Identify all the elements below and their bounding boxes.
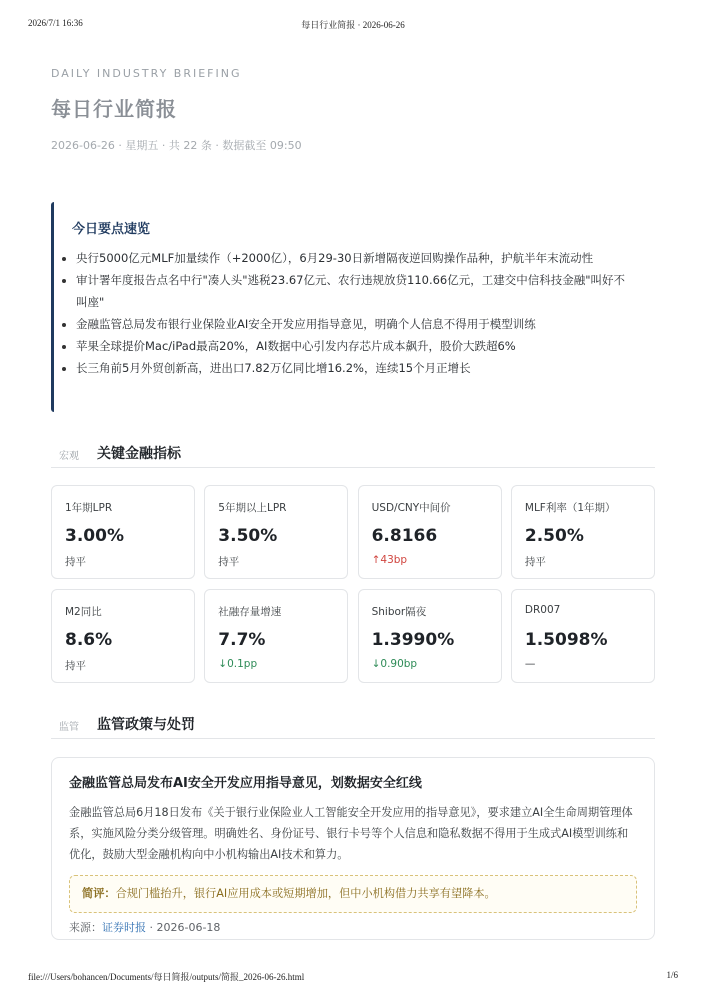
print-page-title: 每日行业简报 · 2026-06-26 bbox=[301, 20, 405, 30]
indicator-card bbox=[358, 589, 502, 683]
indicator-value: 1.5098% bbox=[524, 630, 608, 650]
indicator-value: 3.50% bbox=[218, 526, 278, 546]
indicator-change: 持平 bbox=[65, 660, 86, 672]
page-title: 每日行业简报 bbox=[51, 97, 177, 121]
summary-item: 央行5000亿元MLF加量续作（+2000亿），6月29-30日新增隔夜逆回购操作品种，护航半年末流动性 bbox=[76, 247, 631, 269]
indicator-change: — bbox=[524, 658, 536, 670]
indicator-label: 5年期以上LPR bbox=[218, 502, 287, 514]
eyebrow-label: DAILY INDUSTRY BRIEFING bbox=[51, 67, 242, 80]
summary-item: 金融监管总局发布银行业保险业AI安全开发应用指导意见，明确个人信息不得用于模型训练 bbox=[76, 313, 631, 335]
indicator-card bbox=[204, 589, 348, 683]
news-title: 金融监管总局发布AI安全开发应用指导意见，划数据安全红线 bbox=[69, 776, 422, 791]
bullet-icon bbox=[62, 279, 66, 283]
indicator-change: ↑43bp bbox=[371, 554, 408, 566]
source-date: · 2026-06-18 bbox=[146, 921, 221, 934]
indicator-grid bbox=[51, 485, 655, 683]
print-page-number: 1/6 bbox=[666, 970, 678, 980]
section-header-macro bbox=[51, 437, 655, 468]
indicator-label: MLF利率（1年期） bbox=[524, 502, 616, 514]
indicator-value: 3.00% bbox=[65, 526, 124, 546]
indicator-label: 社融存量增速 bbox=[218, 606, 282, 618]
bullet-icon bbox=[62, 323, 66, 327]
indicator-change: 持平 bbox=[218, 556, 240, 568]
news-source bbox=[69, 919, 637, 935]
indicator-label: M2同比 bbox=[65, 606, 102, 618]
indicator-card bbox=[51, 589, 195, 683]
summary-item: 长三角前5月外贸创新高，进出口7.82万亿同比增16.2%，连续15个月正增长 bbox=[76, 357, 631, 379]
section-title: 监管政策与处罚 bbox=[97, 717, 195, 733]
section-tag: 监管 bbox=[59, 722, 79, 733]
indicator-label: Shibor隔夜 bbox=[371, 606, 427, 618]
bullet-icon bbox=[62, 257, 66, 261]
news-body: 金融监管总局6月18日发布《关于银行业保险业人工智能安全开发应用的指导意见》，要求建立AI全生命周期管理体系，实施风险分类分级管理。明确姓名、身份证号、银行卡号等个人信息和隐私数据不得用于生成式AI模型训练和优化，鼓励大型金融机构向中小机构输出AI技术和算力。 bbox=[69, 806, 633, 861]
comment-label: 简评： bbox=[82, 887, 116, 900]
source-link[interactable]: 证券时报 bbox=[102, 921, 146, 934]
indicator-card bbox=[511, 485, 655, 579]
indicator-change: ↓0.90bp bbox=[371, 658, 418, 670]
print-file-path: file:///Users/bohancen/Documents/每日简报/outputs/简报_2026-06-26.html bbox=[28, 972, 305, 982]
indicator-value: 8.6% bbox=[65, 630, 113, 650]
indicator-value: 7.7% bbox=[218, 630, 266, 650]
bullet-icon bbox=[62, 367, 66, 371]
summary-box bbox=[51, 202, 651, 412]
indicator-change: 持平 bbox=[524, 556, 546, 568]
print-footer bbox=[28, 970, 678, 984]
section-title: 关键金融指标 bbox=[97, 446, 181, 462]
print-datetime: 2026/7/1 16:36 bbox=[28, 18, 83, 28]
indicator-value: 6.8166 bbox=[371, 526, 438, 546]
indicator-value: 2.50% bbox=[524, 526, 584, 546]
indicator-card bbox=[358, 485, 502, 579]
source-label: 来源： bbox=[69, 921, 102, 934]
indicator-card bbox=[511, 589, 655, 683]
summary-item: 苹果全球提价Mac/iPad最高20%，AI数据中心引发内存芯片成本飙升，股价大跌超6% bbox=[76, 335, 631, 357]
bullet-icon bbox=[62, 345, 66, 349]
indicator-card bbox=[204, 485, 348, 579]
comment-text: 合规门槛抬升，银行AI应用成本或短期增加，但中小机构借力共享有望降本。 bbox=[115, 887, 496, 900]
indicator-change: 持平 bbox=[65, 556, 86, 568]
summary-title: 今日要点速览 bbox=[72, 222, 151, 237]
news-card bbox=[51, 757, 655, 940]
print-header bbox=[28, 18, 678, 32]
section-header-regulation bbox=[51, 708, 655, 739]
indicator-label: DR007 bbox=[524, 604, 561, 616]
indicator-value: 1.3990% bbox=[371, 630, 455, 650]
summary-list bbox=[72, 247, 631, 379]
summary-item: 审计署年度报告点名中行"凑人头"逃税23.67亿元、农行违规放贷110.66亿元，工建交中信科技金融"叫好不叫座" bbox=[76, 269, 631, 313]
indicator-label: USD/CNY中间价 bbox=[371, 502, 451, 514]
indicator-change: ↓0.1pp bbox=[218, 658, 258, 670]
section-tag: 宏观 bbox=[59, 451, 79, 462]
comment-box bbox=[69, 875, 637, 913]
indicator-card bbox=[51, 485, 195, 579]
page-meta: 2026-06-26 · 星期五 · 共 22 条 · 数据截至 09:50 bbox=[51, 139, 302, 152]
indicator-label: 1年期LPR bbox=[65, 502, 113, 514]
